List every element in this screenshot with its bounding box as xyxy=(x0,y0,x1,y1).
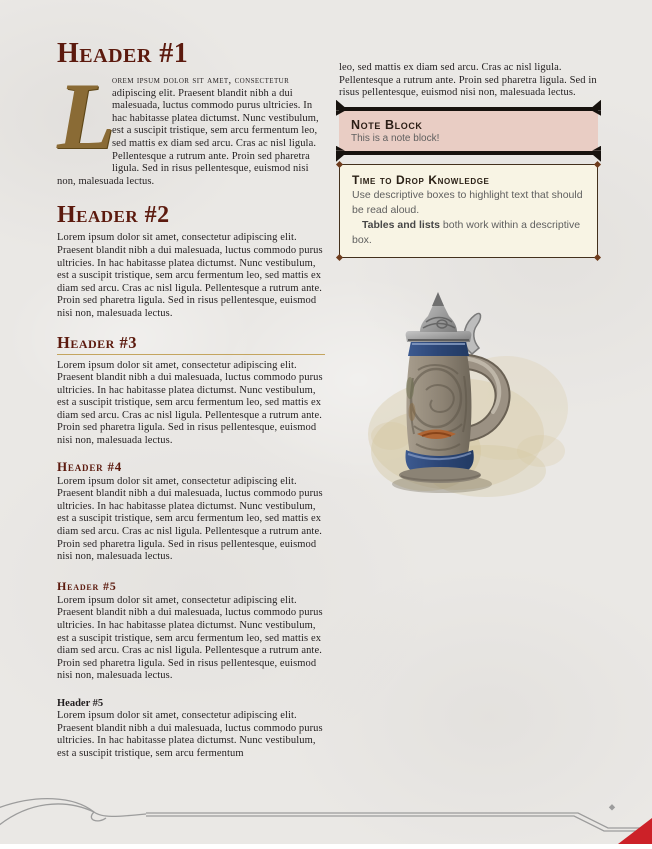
paragraph: Lorem ipsum dolor sit amet, consectetur adipiscing elit. Praesent blandit nibh a dui malesuada, luctus commodo purus ultricies. In hac habitasse platea dictumst. Nunc vestibulum, est a suscipit tristique, sem arcu fermentum leo, sed mattis ex diam sed arcu. Cras ac nisl ligula. Pellentesque a rutrum ante. Proin sed pharetra ligula. Sed in risus pellentesque, euismod nisi non, malesuada lectus. xyxy=(57,359,323,447)
paragraph-with-dropcap xyxy=(57,63,325,188)
ribbon-end-icon xyxy=(336,100,349,111)
section-heading-3: Header #3 xyxy=(57,333,325,355)
right-column xyxy=(339,62,598,258)
corner-diamond-icon xyxy=(336,161,343,168)
paragraph: Lorem ipsum dolor sit amet, consectetur adipiscing elit. Praesent blandit nibh a dui malesuada, luctus commodo purus ultricies. In hac habitasse platea dictumst. Nunc vestibulum, est a suscipit tristique, sem arcu fermentum leo, sed mattis ex diam sed arcu. Cras ac nisl ligula. Pellentesque a rutrum ante. Proin sed pharetra ligula. Sed in risus pellentesque, euismod nisi non, malesuada lectus. xyxy=(57,594,323,682)
corner-diamond-icon xyxy=(594,161,601,168)
section-heading-6: Header #5 xyxy=(57,697,104,709)
note-block xyxy=(339,107,598,155)
descriptive-box-line2-rest: both work within a descriptive box. xyxy=(352,218,581,246)
note-title: Note Block xyxy=(351,117,423,132)
paragraph: Lorem ipsum dolor sit amet, consectetur adipiscing elit. Praesent blandit nibh a dui malesuada, luctus commodo purus ultricies. In hac habitasse platea dictumst. Nunc vestibulum, est a suscipit tristique, sem arcu fermentum leo, sed mattis ex diam sed arcu. Cras ac nisl ligula. Pellentesque a rutrum ante. Proin sed pharetra ligula. Sed in risus pellentesque, euismod nisi non, malesuada lectus. xyxy=(57,232,323,319)
ribbon-end-icon xyxy=(336,151,349,162)
footer-flourish-icon xyxy=(0,799,146,826)
descriptive-box-line1: Use descriptive boxes to highlight text that should be read aloud. xyxy=(352,188,583,216)
descriptive-box xyxy=(339,164,598,258)
descriptive-box-title: Time to Drop Knowledge xyxy=(352,172,490,187)
beer-stein-icon xyxy=(356,286,608,502)
section-heading-4: Header #4 xyxy=(57,458,123,474)
lead-smallcaps: orem ipsum dolor sit amet, consectetur xyxy=(112,75,290,86)
section-heading-2: Header #2 xyxy=(57,202,170,229)
note-bottom-border xyxy=(339,151,598,155)
descriptive-box-line2 xyxy=(352,218,585,248)
section-heading-1: Header #1 xyxy=(57,38,189,69)
section-heading-5: Header #5 xyxy=(57,578,117,593)
paragraph-continuation: leo, sed mattis ex diam sed arcu. Cras ac nisl ligula. Pellentesque a rutrum ante. Proin sed pharetra ligula. Sed in risus pellentesque, euismod nisi non, malesuada lectus. xyxy=(339,62,597,99)
note-text: This is a note block! xyxy=(351,132,440,144)
drop-cap: L xyxy=(57,63,116,169)
footer-decoration xyxy=(0,788,652,844)
paragraph-truncated: Lorem ipsum dolor sit amet, consectetur adipiscing elit. Praesent blandit nibh a dui malesuada, luctus commodo purus ultricies. In hac habitasse platea dictumst. Nunc vestibulum, est a suscipit tristique, sem arcu fermentum xyxy=(57,709,323,759)
stein-illustration xyxy=(356,286,608,502)
note-top-border xyxy=(339,107,598,111)
footer-dot-icon xyxy=(609,804,615,810)
corner-diamond-icon xyxy=(594,254,601,261)
descriptive-box-bold: Tables and lists xyxy=(362,218,440,231)
corner-diamond-icon xyxy=(336,254,343,261)
page-footer xyxy=(0,788,652,844)
note-body xyxy=(339,111,598,151)
left-column xyxy=(57,38,325,760)
paragraph: Lorem ipsum dolor sit amet, consectetur adipiscing elit. Praesent blandit nibh a dui malesuada, luctus commodo purus ultricies. In hac habitasse platea dictumst. Nunc vestibulum, est a suscipit tristique, sem arcu fermentum leo, sed mattis ex diam sed arcu. Cras ac nisl ligula. Pellentesque a rutrum ante. Proin sed pharetra ligula. Sed in risus pellentesque, euismod nisi non, malesuada lectus. xyxy=(57,475,323,563)
ribbon-end-icon xyxy=(588,100,601,111)
ribbon-end-icon xyxy=(588,151,601,162)
lead-rest: adipiscing elit. Praesent blandit nibh a dui malesuada, luctus commodo purus ultricies. In hac habitasse platea dictumst. Nunc vestibulum, est a suscipit tristique, sem arcu fermentum leo, sed mattis ex diam sed arcu. Cras ac nisl ligula. Pellentesque a rutrum ante. Proin sed pharetra ligula. Sed in risus pellentesque, euismod nisi non, malesuada lectus. xyxy=(57,87,319,187)
footer-rule xyxy=(146,813,646,831)
